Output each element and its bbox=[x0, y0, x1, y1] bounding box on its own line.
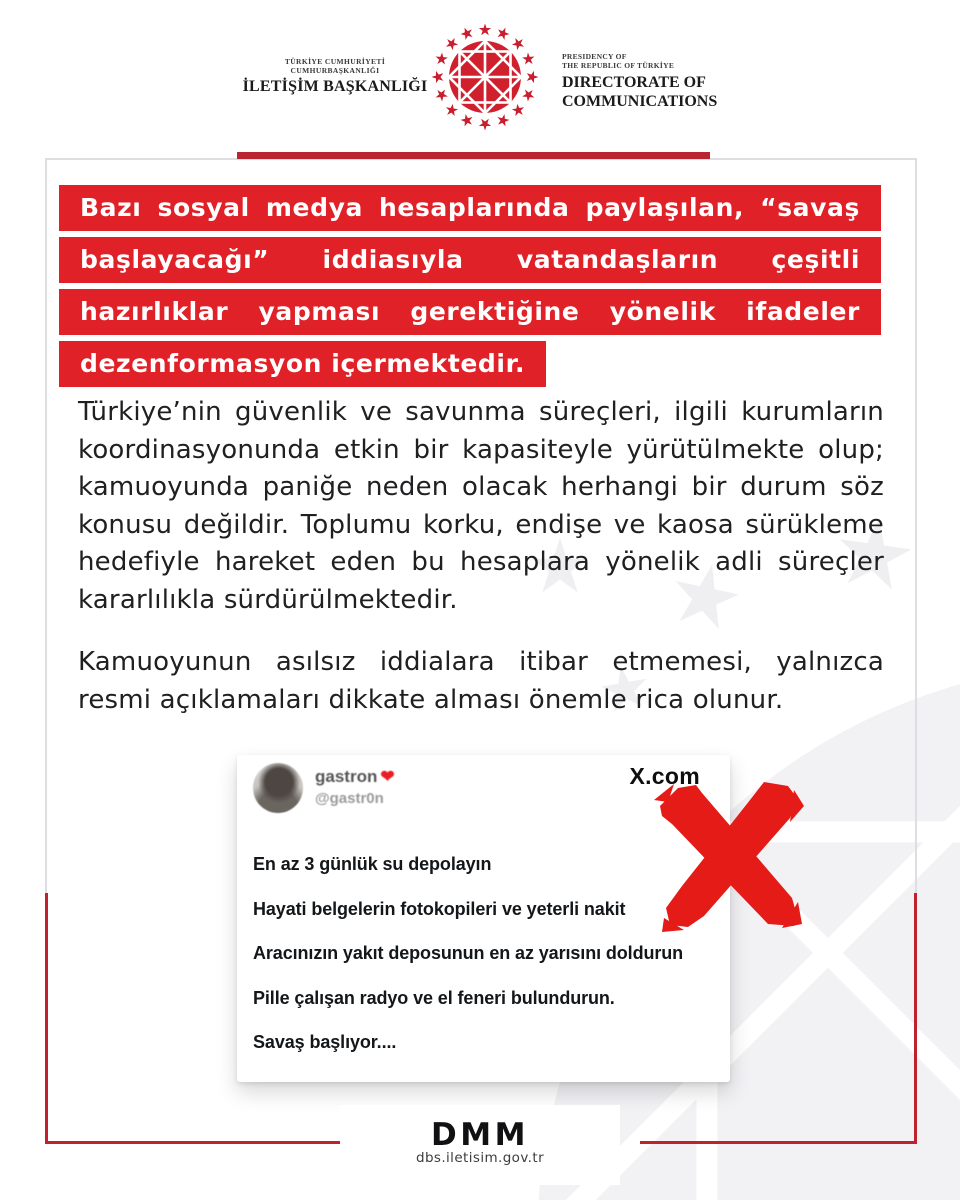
tweet-line: En az 3 günlük su depolayın bbox=[253, 854, 492, 874]
tweet-line: Aracınızın yakıt deposunun en az yarısını doldurun bbox=[253, 943, 684, 963]
presidency-small-text-en-2: THE REPUBLIC OF TÜRKİYE bbox=[562, 61, 675, 70]
tweet-username-text: gastron bbox=[315, 767, 378, 786]
headline-line-2: başlayacağı” iddiasıyla vatandaşların çeşitli bbox=[59, 237, 881, 283]
headline-line-3: hazırlıklar yapması gerektiğine yönelik ifadeler bbox=[59, 289, 881, 335]
headline-line-1: Bazı sosyal medya hesaplarında paylaşılan, “savaş bbox=[59, 185, 881, 231]
avatar bbox=[253, 763, 303, 813]
dmm-url: dbs.iletisim.gov.tr bbox=[415, 1150, 545, 1166]
body-paragraph-2: Kamuoyunun asılsız iddialara itibar etmemesi, yalnızca resmi açıklamaları dikkate alması önemle rica olunur. bbox=[78, 647, 884, 715]
heart-emoji-icon: ❤ bbox=[380, 767, 395, 786]
frame-border-right-gray bbox=[915, 158, 917, 895]
tweet-handle: @gastr0n bbox=[315, 790, 384, 807]
presidency-small-text-en-1: PRESIDENCY OF bbox=[562, 52, 627, 61]
tweet-body bbox=[253, 854, 716, 1077]
directorate-emblem-icon bbox=[425, 17, 545, 137]
english-logo-lockup bbox=[562, 52, 792, 111]
presidency-small-text-tr: TÜRKİYE CUMHURİYETİ CUMHURBAŞKANLIĞI bbox=[284, 57, 386, 75]
tweet-line: Hayati belgelerin fotokopileri ve yeterli nakit bbox=[253, 898, 626, 919]
top-red-accent-bar bbox=[237, 152, 710, 159]
directorate-wordmark-line2: COMMUNICATIONS bbox=[562, 92, 718, 110]
frame-border-right-red bbox=[914, 893, 917, 1144]
directorate-wordmark-line1: DIRECTORATE OF bbox=[562, 74, 706, 91]
headline-line-4: dezenformasyon içermektedir. bbox=[59, 341, 546, 387]
red-cross-mark-icon bbox=[648, 776, 806, 934]
tweet-line: Savaş başlıyor.... bbox=[253, 1032, 397, 1052]
dmm-logo: DMM bbox=[431, 1117, 529, 1153]
iletisim-baskanligi-wordmark: İLETİŞİM BAŞKANLIĞI bbox=[242, 78, 428, 95]
frame-border-left-gray bbox=[45, 158, 47, 895]
tweet-username bbox=[315, 767, 395, 787]
tweet-line: Pille çalışan radyo ve el feneri bulundurun. bbox=[253, 987, 615, 1008]
body-paragraph-1: Türkiye’nin güvenlik ve savunma süreçleri, ilgili kurumların koordinasyonunda etkin bir kapasiteyle yürütülmekte olup; kamuoyunda paniğe neden olacak herhangi bir durum söz konusu değildir. Toplumu korku, endişe ve kaosa sürükleme hedefiyle hareket eden bu hesaplara yönelik adli süreçler kararlılıkla sürdürülmektedir. bbox=[78, 397, 884, 615]
frame-border-left-red bbox=[45, 893, 48, 1144]
x-com-source-label: X.com bbox=[629, 763, 700, 789]
turkish-logo-lockup bbox=[240, 57, 430, 96]
